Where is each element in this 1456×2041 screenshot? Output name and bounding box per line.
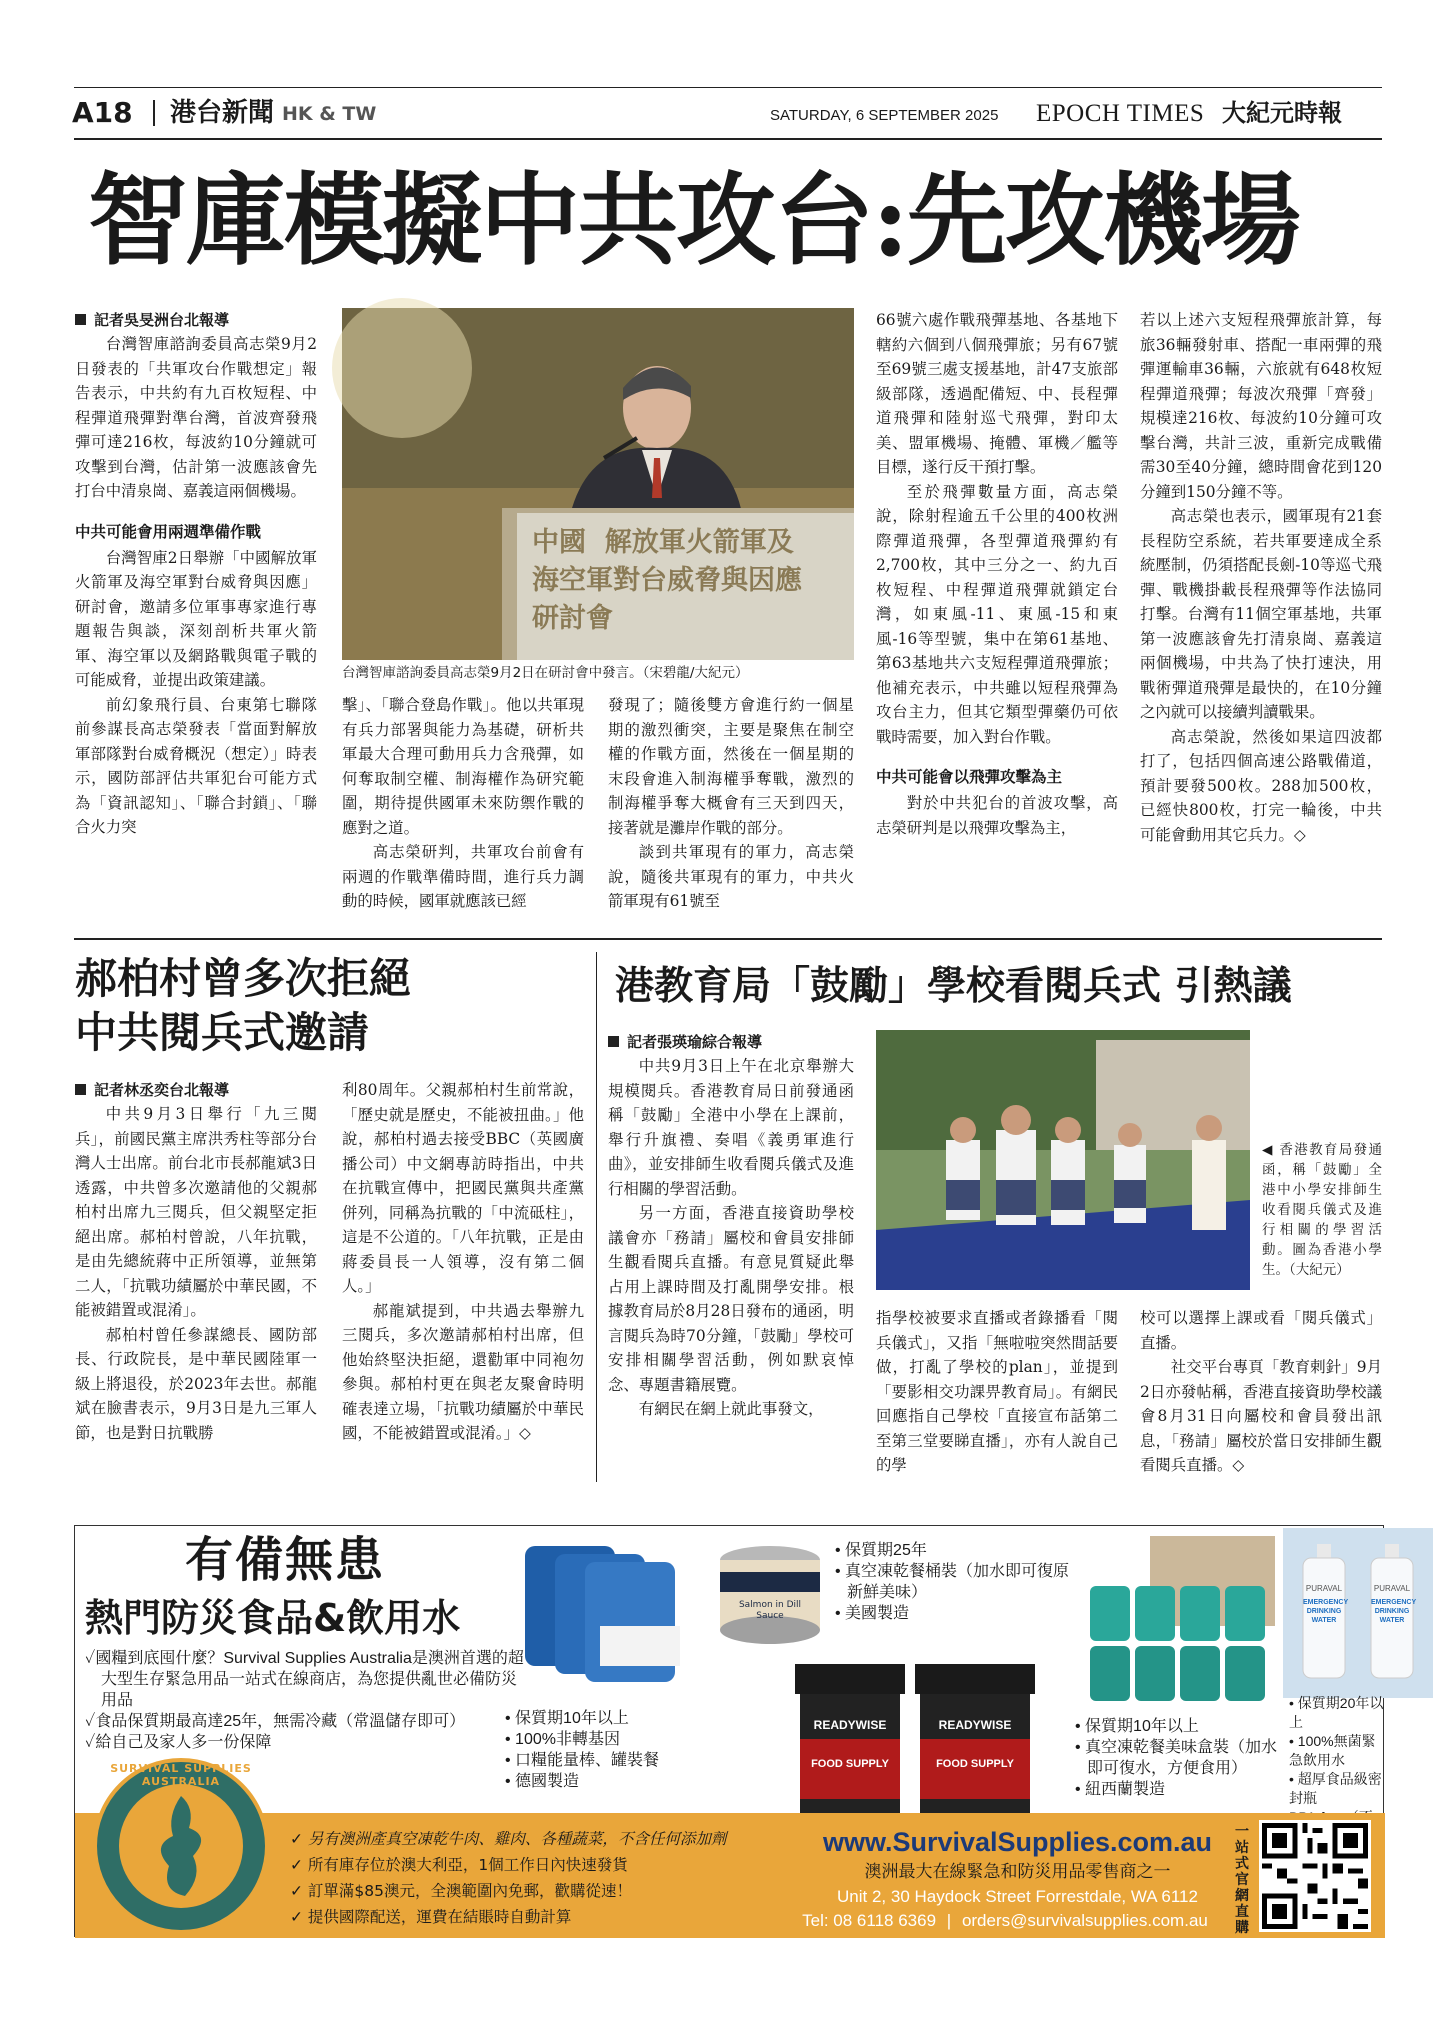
article1-col4 — [876, 308, 1118, 840]
photo-caption: 台灣智庫諮詢委員高志榮9月2日在研討會中發言。（宋碧龍/大紀元） — [342, 665, 749, 681]
product-a-bullets — [835, 1540, 1075, 1624]
paragraph: 高志榮也表示，國軍現有21套長程防空系統，若共軍要達成全系統壓制，仍須搭配長劍-10等巡弋飛彈、戰機掛載長程飛彈等作法協同打擊。台灣有11個空軍基地，共軍第一波應該會先打清泉崗、嘉義這兩個機場，中共為了快打速決，用戰術彈道飛彈是最快的，在10分鐘之內就可以接續判讀戰果。 — [1140, 507, 1382, 721]
check-item: ✓國糧到底囤什麼？Survival Supplies Australia是澳洲首選的超大型生存緊急用品一站式在線商店，為您提供亂世必備防災用品 — [85, 1650, 524, 1709]
section-title-en: HK & TW — [282, 103, 377, 125]
page-number: A18 — [72, 96, 133, 129]
bullet: • 100%無菌緊急飲用水 — [1289, 1733, 1376, 1768]
bucket-label: FOOD SUPPLY — [811, 1758, 889, 1770]
check-item: ✓給自己及家人多一份保障 — [85, 1734, 272, 1751]
paragraph: 至於飛彈數量方面，高志榮說，除射程逾五千公里的400枚洲際彈道飛彈，各型彈道飛彈約有2,700枚，其中三分之一、約九百枚短程、中程彈道飛彈就鎖定台灣，如東風-11、東風-15和東風-16等型號，集中在第61基地、第63基地共六支短程彈道飛彈旅；他補充表示，中共雖以短程飛彈為攻台主力，但其它類型彈藥仍可依戰時需要，加入對台作戰。 — [876, 482, 1118, 746]
advertisement — [74, 1525, 1417, 1937]
paragraph: 高志榮說，然後如果這四波都打了，包括四個高速公路戰備道，預計要發500枚。288加500枚，已經快800枚，打完一輪後，中共可能會動用其它兵力。◇ — [1140, 727, 1382, 844]
paragraph: 擊」、「聯合登島作戰」。他以共軍現有兵力部署與能力為基礎，研析共軍最大合理可動用兵力含飛彈，如何奪取制空權、制海權作為研究範圍，期待提供國軍未來防禦作戰的應對之道。 — [342, 696, 584, 837]
students-photo — [876, 1030, 1250, 1290]
subhead: 中共可能會用兩週準備作戰 — [75, 522, 262, 541]
bullet: • 美國製造 — [835, 1605, 910, 1622]
bucket-brand: READYWISE — [938, 1718, 1012, 1732]
water-brand: PURAVAL — [1373, 1584, 1411, 1593]
article2-byline: 記者林丞奕台北報導 — [75, 1078, 317, 1102]
banner-line2: 海空軍對台威脅與因應 — [532, 565, 802, 596]
paragraph: 有網民在網上就此事發文， — [638, 1400, 824, 1418]
issue-date: SATURDAY, 6 SEPTEMBER 2025 — [770, 107, 999, 124]
bullet: • 保質期10年以上 — [505, 1710, 629, 1727]
paragraph: 高志榮研判，共軍攻台前會有兩週的作戰準備時間，進行兵力調動的時候，國軍就應該已經 — [342, 843, 584, 910]
banner-line1: 中國 解放軍火箭軍及 — [532, 527, 794, 558]
ad-title: 有備無患 — [185, 1532, 386, 1588]
bucket-brand: READYWISE — [813, 1718, 887, 1732]
qr-label: 一站式官網直購 — [1235, 1824, 1249, 1936]
meal-pouches — [1080, 1536, 1275, 1711]
paragraph: 郝柏村曾任參謀總長、國防部長、行政院長，是中華民國陸軍一級上將退役，於2023年去世。郝龍斌在臉書表示，9月3日是九三軍人節，也是對日抗戰勝 — [75, 1325, 317, 1442]
ad-contact: Tel: 08 6118 6369 | orders@survivalsupplies.com.au — [802, 1911, 1208, 1930]
ad-tagline: 澳洲最大在線緊急和防災用品零售商之一 — [864, 1862, 1171, 1882]
ad-tel[interactable]: Tel: 08 6118 6369 — [802, 1911, 937, 1930]
masthead-zh: 大紀元時報 — [1222, 98, 1342, 127]
check-item: ✓ 所有庫存位於澳大利亞，1個工作日內快速發貨 — [290, 1856, 628, 1874]
bullet: • 100%非轉基因 — [505, 1731, 620, 1748]
water-label: EMERGENCY DRINKING WATER — [1303, 1599, 1349, 1624]
product-c-bullets — [1075, 1716, 1285, 1800]
ad-address: Unit 2, 30 Haydock Street Forrestdale, WA 6112 — [837, 1887, 1198, 1906]
headline-line: 郝柏村曾多次拒絕 — [75, 954, 412, 1003]
ad-subtitle: 熱門防災食品&飲用水 — [85, 1596, 461, 1640]
subhead: 中共可能會以飛彈攻擊為主 — [876, 768, 1063, 786]
paragraph: 對於中共犯台的首波攻擊，高志榮研判是以飛彈攻擊為主， — [876, 794, 1118, 837]
paragraph: 若以上述六支短程飛彈旅計算，每旅36輛發射車、搭配一車兩彈的飛彈運輸車36輛，六旅就有648枚短程彈道飛彈；每波次飛彈「齊發」規模達216枚、每波約10分鐘可攻擊台灣，共計三波，重新完成戰備需30至40分鐘，總時間會花到120分鐘到150分鐘不等。 — [1140, 311, 1382, 501]
masthead-en: EPOCH TIMES — [1036, 100, 1205, 127]
main-headline: 智庫模擬中共攻台:先攻機場 — [88, 161, 1299, 279]
article1-col1 — [75, 308, 317, 840]
can-label: Salmon in Dill Sauce — [738, 1600, 802, 1621]
bullet: • 超厚食品級密封瓶 — [1289, 1771, 1382, 1806]
paragraph: 66號六處作戰飛彈基地、各基地下轄約六個到八個飛彈旅；另有67號至69號三處支援基地，計47支旅部級部隊，透過配備短、中、長程彈道飛彈和陸射巡弋飛彈，對印太美、盟軍機場、掩體、軍機／艦等目標，遂行反干預打擊。 — [876, 311, 1118, 476]
salmon-can — [715, 1540, 825, 1650]
paragraph: 台灣智庫諮詢委員高志榮9月2日發表的「共軍攻台作戰想定」報告表示，中共約有九百枚短程、中程彈道飛彈對準台灣，首波齊發飛彈可達216枚，每波約10分鐘就可攻擊到台灣，估計第一波應該會先打台中清泉崗、嘉義這兩個機場。 — [75, 335, 317, 500]
ad-email[interactable]: orders@survivalsupplies.com.au — [961, 1911, 1208, 1930]
paragraph: 中共9月3日舉行「九三閱兵」，前國民黨主席洪秀柱等部分台灣人士出席。前台北市長郝龍斌3日透露，中共曾多次邀請他的父親郝柏村出席九三閱兵，但父親堅定拒絕出席。郝柏村曾說，八年抗戰，是由先總統蔣中正所領導，並無第二人，「抗戰功績屬於中華民國，不能被錯置或混淆」。 — [75, 1105, 317, 1319]
article1-byline: 記者吳旻洲台北報導 — [75, 308, 317, 332]
article3-col3 — [1140, 1306, 1382, 1478]
paragraph: 發現了；隨後雙方會進行約一個星期的激烈衝突，主要是聚焦在制空權的作戰方面，然後在一個星期的末段會進入制海權爭奪戰，激烈的制海權爭奪大概會有三天到四天，接著就是灘岸作戰的部分。 — [608, 696, 854, 837]
paragraph: 校可以選擇上課或看「閱兵儀式」直播。 — [1140, 1309, 1382, 1352]
water-brand: PURAVAL — [1305, 1584, 1343, 1593]
students-photo-caption: ◀ 香港教育局發通函，稱「鼓勵」全港中小學安排師生收看閱兵儀式及進行相關的學習活動。圖為香港小學生。（大紀元） — [1262, 1142, 1382, 1278]
bullet: • 保質期20年以上 — [1289, 1695, 1384, 1730]
article3-byline: 記者張瑛瑜綜合報導 — [608, 1030, 854, 1054]
bullet: • 真空凍乾餐桶裝（加水即可復原新鮮美味） — [835, 1563, 1070, 1601]
ration-packs — [515, 1536, 715, 1686]
survival-supplies-logo — [81, 1756, 281, 1936]
check-item: ✓ 另有澳洲產真空凍乾牛肉、雞肉、各種蔬菜，不含任何添加劑 — [290, 1830, 727, 1848]
article3-headline: 港教育局「鼓勵」學校看閱兵式 引熱議 — [615, 964, 1292, 1009]
check-item: ✓ 訂單滿$85澳元，全澳範圍內免郵，歡購從速！ — [290, 1882, 633, 1900]
article2-headline — [75, 952, 595, 1060]
paragraph: 另一方面，香港直接資助學校議會亦「務請」屬校和會員安排師生觀看閱兵直播。有意見質疑此舉占用上課時間及打亂開學安排。根據教育局於8月28日發布的通函，明言閱兵為時70分鐘，「鼓勵」學校可安排相關學習活動，例如默哀悼念、專題書籍展覽。 — [608, 1204, 854, 1394]
water-bottles — [1285, 1536, 1435, 1686]
check-item: ✓ 提供國際配送，運費在結賬時自動計算 — [290, 1908, 572, 1926]
paragraph: 社交平台專頁「教育剌針」9月2日亦發帖稱，香港直接資助學校議會8月31日向屬校和會員發出訊息，「務請」屬校於當日安排師生觀看閱兵直播。◇ — [1140, 1358, 1382, 1474]
article3-col2 — [876, 1306, 1118, 1478]
conference-photo — [342, 308, 854, 660]
article1-col2 — [342, 693, 584, 914]
product-b-bullets — [505, 1708, 705, 1792]
ad-checks — [85, 1648, 525, 1753]
article2-col2 — [342, 1078, 584, 1446]
logo-text: SURVIVAL SUPPLIES AUSTRALIA — [110, 1762, 252, 1788]
article1-col5 — [1140, 308, 1382, 847]
paragraph: 利80周年。父親郝柏村生前常說，「歷史就是歷史，不能被扭曲。」他說，郝柏村過去接受BBC（英國廣播公司）中文網專訪時指出，中共在抗戰宣傳中，把國民黨與共產黨併列，同稱為抗戰的「中流砥柱」，這是不公道的。「八年抗戰，正是由蔣委員長一人領導，沒有第二個人。」 — [342, 1081, 584, 1295]
bullet: • 德國製造 — [505, 1773, 580, 1790]
paragraph: 前幻象飛行員、台東第七聯隊前參謀長高志榮發表「當面對解放軍部隊對台威脅概況（想定）」時表示，國防部評估共軍犯台可能方式為「資訊認知」、「聯合封鎖」、「聯合火力突 — [75, 695, 317, 836]
students-illustration — [876, 1030, 1250, 1290]
paragraph: 中共9月3日上午在北京舉辦大規模閱兵。香港教育局日前發通函稱「鼓勵」全港中小學在上課前，舉行升旗禮、奏唱《義勇軍進行曲》，並安排師生收看閱兵儀式及進行相關的學習活動。 — [608, 1057, 854, 1198]
section-title: 港台新聞 — [170, 98, 275, 128]
paragraph: 談到共軍現有的軍力，高志榮說，隨後共軍現有的軍力，中共火箭軍現有61號至 — [608, 843, 854, 910]
bullet: • 真空凍乾餐美味盒裝（加水即可復水，方便食用） — [1075, 1739, 1278, 1777]
bullet: • 口糧能量棒、罐裝餐 — [505, 1752, 660, 1769]
ad-bottom-checks — [290, 1826, 830, 1930]
water-label: EMERGENCY DRINKING WATER — [1371, 1599, 1417, 1624]
banner-line3: 研討會 — [532, 603, 613, 634]
paragraph: 台灣智庫2日舉辦「中國解放軍火箭軍及海空軍對台威脅與因應」研討會，邀請多位軍事專家進行專題報告與談，深刻剖析共軍火箭軍、海空軍以及網路戰與電子戰的可能威脅，並提出政策建議。 — [75, 548, 317, 689]
qr-code[interactable] — [1259, 1820, 1371, 1932]
bullet: • 紐西蘭製造 — [1075, 1781, 1166, 1798]
website-link[interactable]: www.SurvivalSupplies.com.au — [822, 1827, 1213, 1857]
article1-col3 — [608, 693, 854, 914]
article2-col1 — [75, 1078, 317, 1445]
check-item: ✓食品保質期最高達25年，無需冷藏（常溫儲存即可） — [85, 1713, 466, 1730]
bucket-label: FOOD SUPPLY — [936, 1758, 1014, 1770]
headline-line: 中共閱兵式邀請 — [75, 1008, 370, 1057]
article3-col1 — [608, 1030, 854, 1422]
paragraph: 郝龍斌提到，中共過去舉辦九三閱兵，多次邀請郝柏村出席，但他始終堅決拒絕，還勸軍中同袍勿參與。郝柏村更在與老友聚會時明確表達立場，「抗戰功績屬於中華民國，不能被錯置或混淆。」◇ — [342, 1301, 584, 1442]
bullet: • 保質期25年 — [835, 1542, 927, 1559]
bullet: • 保質期10年以上 — [1075, 1718, 1199, 1735]
paragraph: 指學校被要求直播或者錄播看「閱兵儀式」，又指「無啦啦突然間話要做，打亂了學校的plan」，並提到「要影相交功課畀教育局」。有網民回應指自己學校「直接宣布話第二至第三堂要睇直播」，亦有人說自己的學 — [876, 1309, 1118, 1474]
